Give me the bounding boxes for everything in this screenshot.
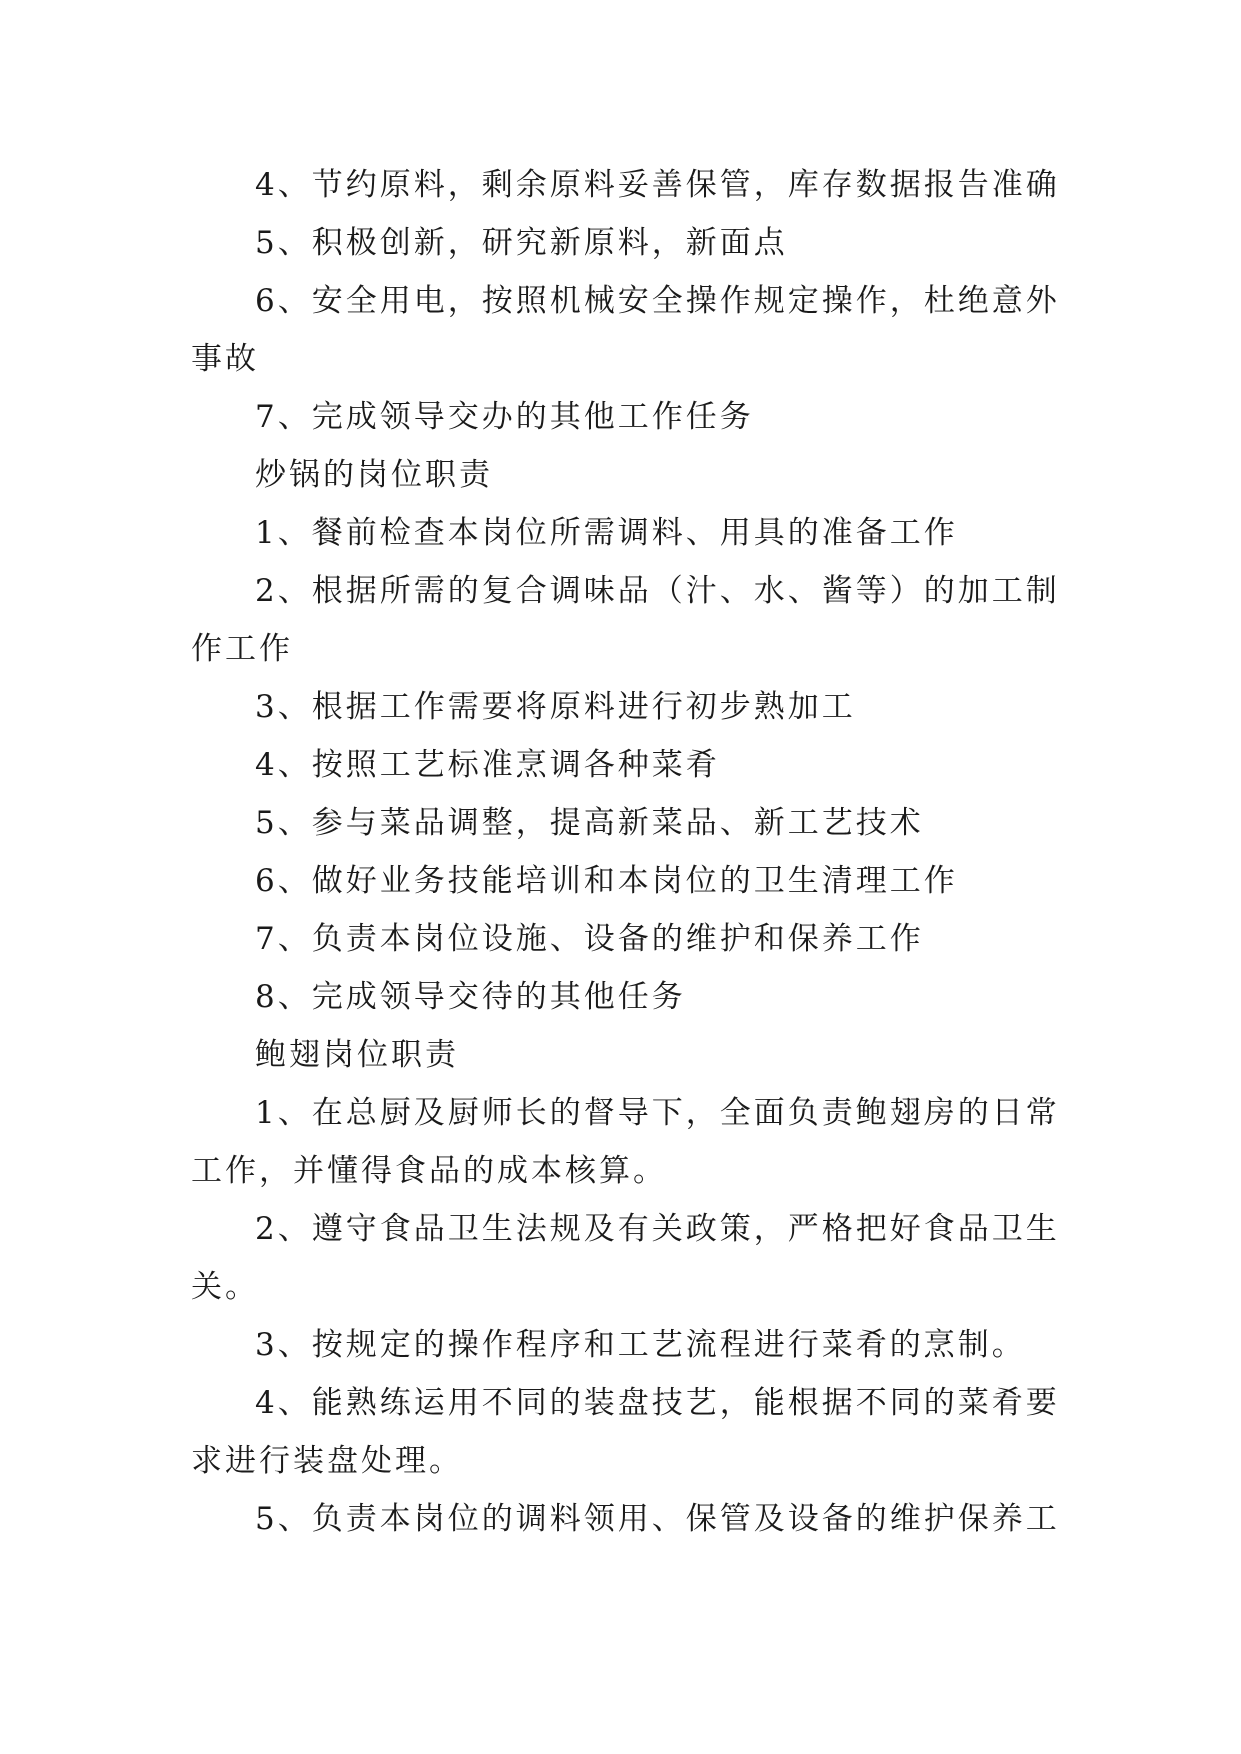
paragraph-wok-duty-1: 1、餐前检查本岗位所需调料、用具的准备工作 (255, 515, 958, 551)
paragraph-abalone-duty-5: 5、负责本岗位的调料领用、保管及设备的维护保养工 (255, 1501, 1060, 1537)
paragraph-abalone-duty-2: 2、遵守食品卫生法规及有关政策，严格把好食品卫生关。 (191, 1211, 1060, 1305)
paragraph-innovation: 5、积极创新，研究新原料，新面点 (255, 225, 788, 261)
paragraph-wok-duty-4: 4、按照工艺标准烹调各种菜肴 (255, 747, 720, 783)
paragraph-wok-duty-7: 7、负责本岗位设施、设备的维护和保养工作 (255, 921, 924, 957)
paragraph-abalone-duty-3: 3、按规定的操作程序和工艺流程进行菜肴的烹制。 (255, 1327, 1026, 1363)
paragraph-wok-duty-5: 5、参与菜品调整，提高新菜品、新工艺技术 (255, 805, 924, 841)
section-heading-wok-duties: 炒锅的岗位职责 (255, 457, 493, 493)
paragraph-material-saving: 4、节约原料，剩余原料妥善保管，库存数据报告准确 (255, 167, 1060, 203)
paragraph-abalone-duty-4: 4、能熟练运用不同的装盘技艺，能根据不同的菜肴要求进行装盘处理。 (191, 1385, 1060, 1479)
paragraph-electrical-safety: 6、安全用电，按照机械安全操作规定操作，杜绝意外事故 (191, 283, 1060, 377)
paragraph-wok-duty-3: 3、根据工作需要将原料进行初步熟加工 (255, 689, 856, 725)
paragraph-wok-duty-6: 6、做好业务技能培训和本岗位的卫生清理工作 (255, 863, 958, 899)
section-heading-abalone-shark-fin-duties: 鲍翅岗位职责 (255, 1037, 459, 1073)
paragraph-abalone-duty-1: 1、在总厨及厨师长的督导下，全面负责鲍翅房的日常工作，并懂得食品的成本核算。 (191, 1095, 1060, 1189)
paragraph-wok-duty-8: 8、完成领导交待的其他任务 (255, 979, 686, 1015)
paragraph-other-tasks: 7、完成领导交办的其他工作任务 (255, 399, 754, 435)
paragraph-wok-duty-2: 2、根据所需的复合调味品（汁、水、酱等）的加工制作工作 (191, 573, 1060, 667)
document-body (191, 156, 1061, 1548)
